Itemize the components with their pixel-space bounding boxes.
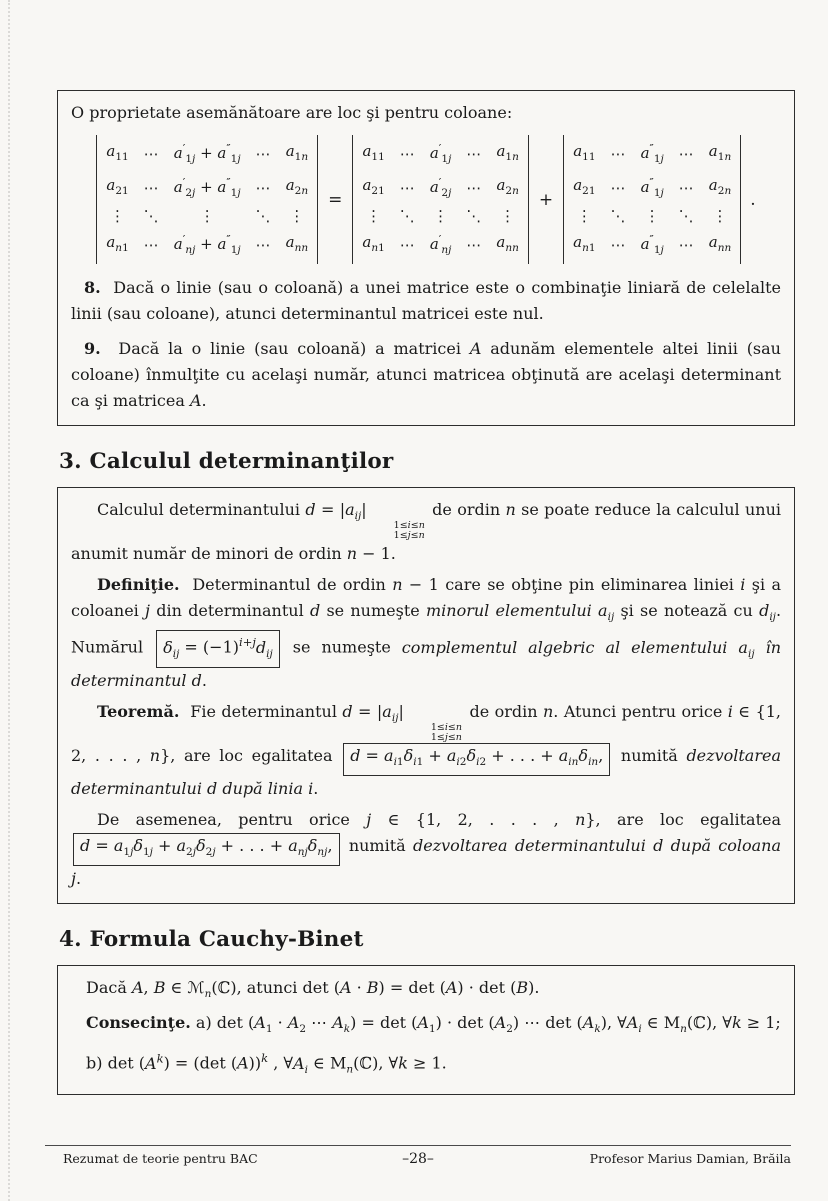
- matrix-cell: ⋱: [678, 207, 694, 225]
- footer-left-text: Rezumat de teorie pentru BAC: [63, 1151, 258, 1166]
- matrix-cell: ⋱: [255, 207, 271, 225]
- matrix-cell: $a_{11}$: [573, 141, 596, 163]
- determinant-first-addend: [352, 135, 529, 264]
- matrix-cell: ⋯: [255, 178, 271, 197]
- equals-sign: =: [328, 189, 343, 210]
- matrix-cell: ⋮: [199, 207, 215, 225]
- matrix-cell: ⋯: [678, 178, 694, 197]
- matrix-cell: $a'_{nj}$: [429, 232, 452, 256]
- matrix-cell: $a_{1n}$: [496, 141, 519, 163]
- matrix-cell: ⋯: [143, 178, 159, 197]
- section-3-heading: 3. Calculul determinanţilor: [59, 449, 394, 474]
- matrix-cell: $a_{1n}$: [708, 141, 732, 163]
- para-coloana: De asemenea, pentru orice j ∈ {1, 2, . . . , n}, are loc egalitatea $d = a_{1j}\delta_{1j} + a_{2j}\delta_{2j}$ + . . . + $a_{nj}\delta_{nj}$, numită dezvoltarea determinantului d după coloana j.: [71, 809, 781, 889]
- determinant-grid: [106, 140, 308, 259]
- matrix-cell: ⋮: [366, 207, 382, 225]
- determinant-second-addend: [563, 135, 741, 264]
- matrix-cell: $a_{nn}$: [708, 232, 732, 254]
- matrix-cell: ⋮: [110, 207, 126, 225]
- footer: [45, 1151, 791, 1166]
- matrix-cell: $a'_{2j}$: [429, 175, 452, 199]
- matrix-cell: $a_{n1}$: [362, 232, 385, 254]
- matrix-cell: $a_{n1}$: [573, 232, 596, 254]
- matrix-cell: $a_{2n}$: [285, 175, 309, 197]
- matrix-cell: ⋯: [466, 144, 482, 163]
- intro-text: O proprietate asemănătoare are loc şi pentru coloane:: [71, 103, 513, 122]
- matrix-cell: ⋱: [143, 207, 159, 225]
- matrix-cell: ⋯: [610, 178, 626, 197]
- matrix-cell: $a_{nn}$: [285, 232, 309, 254]
- matrix-cell: ⋯: [678, 144, 694, 163]
- matrix-cell: ⋮: [712, 207, 728, 225]
- matrix-cell: ⋯: [143, 235, 159, 254]
- cauchy-line-1: Dacă A, B ∈ ℳ$_n$(ℂ), atunci det (A · B) = det (A) · det (B).: [86, 978, 540, 1001]
- matrix-cell: $a_{11}$: [106, 141, 129, 163]
- matrix-cell: $a_{21}$: [573, 175, 596, 197]
- section-4-heading: 4. Formula Cauchy-Binet: [59, 927, 364, 953]
- matrix-cell: $a_{n1}$: [106, 232, 129, 254]
- matrix-cell: ⋮: [644, 207, 660, 225]
- matrix-cell: $a'_{1j} + a''_{1j}$: [173, 141, 241, 165]
- para-calculul: Calculul determinantului $d = |a_{ij}|$ 1≤i≤n 1≤j≤n de ordin n se poate reduce la calculul unui anumit număr de minori de ordin n − 1.: [71, 500, 782, 563]
- matrix-cell: ⋱: [610, 207, 626, 225]
- matrix-cell: $a_{1n}$: [285, 141, 309, 163]
- matrix-cell: ⋯: [399, 235, 415, 254]
- determinant-calculation-box: [57, 487, 795, 904]
- matrix-cell: $a''_{1j}$: [640, 175, 664, 199]
- matrix-cell: $a_{2n}$: [496, 175, 519, 197]
- matrix-cell: ⋯: [466, 235, 482, 254]
- matrix-cell: $a_{2n}$: [708, 175, 732, 197]
- cauchy-line-2: Consecinţe. a) $\det (A_1 \cdot A_2$ ⋯ $A_k) = \det (A_1) \cdot \det (A_2)$ ⋯ $\det (A_k)$, $\forall A_i$ ∈ $M_n(ℂ)$, ∀k ≥ 1;: [86, 1013, 781, 1036]
- matrix-cell: ⋯: [678, 235, 694, 254]
- matrix-cell: ⋯: [610, 235, 626, 254]
- matrix-cell: ⋮: [433, 207, 449, 225]
- matrix-cell: $a'_{2j} + a''_{1j}$: [173, 175, 241, 199]
- matrix-cell: ⋮: [500, 207, 516, 225]
- matrix-cell: $a_{11}$: [362, 141, 385, 163]
- matrix-cell: ⋱: [466, 207, 482, 225]
- matrix-cell: ⋮: [289, 207, 305, 225]
- matrix-cell: $a''_{1j}$: [640, 141, 664, 165]
- matrix-cell: $a'_{nj} + a''_{1j}$: [173, 232, 241, 256]
- matrix-cell: ⋱: [399, 207, 415, 225]
- matrix-cell: ⋯: [466, 178, 482, 197]
- matrix-cell: $a_{nn}$: [496, 232, 519, 254]
- matrix-cell: ⋯: [399, 144, 415, 163]
- cauchy-line-3: b) $\det (A^k) = (\det$ (A))$^k$ , $\forall A_i$ ∈ $M_n(ℂ)$, ∀k ≥ 1.: [86, 1051, 447, 1076]
- footer-rule: [45, 1145, 791, 1146]
- equation-period: .: [750, 189, 756, 210]
- para-definitie: Definiţie. Determinantul de ordin n − 1 care se obţine pin eliminarea liniei i şi a coloanei j din determinantul d se numeşte minorul elementului $a_{ij}$ şi se notează cu $d_{ij}$. Numărul $\delta_{ij} = (-1)^{i+j}d_{ij}$ se numeşte complementul algebric al elementului $a_{ij}$ în determinantul d.: [71, 575, 782, 690]
- matrix-cell: $a'_{1j}$: [429, 141, 452, 165]
- plus-sign: +: [538, 189, 554, 210]
- matrix-cell: ⋯: [255, 235, 271, 254]
- matrix-cell: ⋯: [399, 178, 415, 197]
- determinant-sum-column: [96, 135, 318, 264]
- matrix-cell: ⋯: [610, 144, 626, 163]
- matrix-cell: $a_{21}$: [362, 175, 385, 197]
- matrix-cell: ⋯: [143, 144, 159, 163]
- matrix-equation: [71, 135, 781, 264]
- matrix-cell: ⋯: [255, 144, 271, 163]
- para-teorema: Teoremă. Fie determinantul $d = |a_{ij}|$ 1≤i≤n 1≤j≤n de ordin n. Atunci pentru orice i ∈ {1, 2, . . . , n}, are loc egalitatea $d = a_{i1}\delta_{i1} + a_{i2}\delta_{i2}$ + . . . + $a_{in}\delta_{in}$, numită dezvoltarea determinantului d după linia i.: [71, 701, 782, 798]
- property-9: 9. Dacă la o linie (sau coloană) a matricei A adunăm elementele altei linii (sau coloane) înmulţite cu acelaşi număr, atunci matricea obţinută are acelaşi determinant ca şi matricea A.: [71, 339, 781, 410]
- footer-page-number: –28–: [402, 1151, 434, 1167]
- property-8: 8. Dacă o linie (sau o coloană) a unei matrice este o combinaţie liniară de celelalte linii (sau coloane), atunci determinantul matricei este nul.: [71, 278, 781, 323]
- determinant-grid: [573, 140, 731, 259]
- matrix-cell: $a''_{1j}$: [640, 232, 664, 256]
- scan-artifact-line: [8, 0, 10, 1201]
- cauchy-binet-box: [57, 965, 795, 1095]
- properties-box: [57, 90, 795, 426]
- matrix-cell: ⋮: [576, 207, 592, 225]
- determinant-grid: [362, 140, 519, 259]
- matrix-cell: $a_{21}$: [106, 175, 129, 197]
- footer-right-text: Profesor Marius Damian, Brăila: [589, 1151, 791, 1166]
